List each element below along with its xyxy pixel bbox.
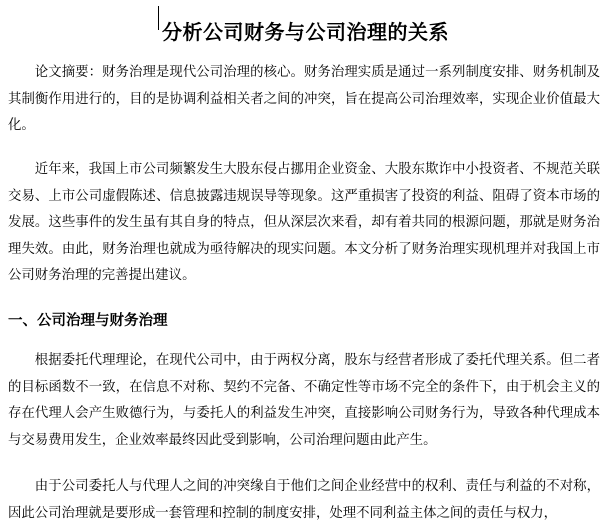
theory-paragraph: 根据委托代理理论，在现代公司中，由于两权分离，股东与经营者形成了委托代理关系。但二者的目标函数不一致，在信息不对称、契约不完备、不确定性等市场不完全的条件下，由于机会主义的存在代理人会产生败德行为，与委托人的利益发生冲突，直接影响公司财务行为，导致各种代理成本与交易费用发生，企业效率最终因此受到影响，公司治理问题由此产生。: [8, 353, 600, 448]
document-title: 分析公司财务与公司治理的关系: [162, 20, 449, 45]
intro-paragraph: 近年来，我国上市公司频繁发生大股东侵占挪用企业资金、大股东欺诈中小投资者、不规范关联交易、上市公司虚假陈述、信息披露违规误导等现象。这严重损害了投资的利益、阻碍了资本市场的发展。这些事件的发生虽有其自身的特点，但从深层次来看，却有着共同的根源问题，那就是财务治理失效。由此，财务治理也就成为亟待解决的现实问题。本文分析了财务治理实现机理并对我国上市公司财务治理的完善提出建议。: [8, 162, 600, 283]
section-heading: 一、公司治理与财务治理: [8, 313, 168, 329]
abstract-paragraph: 论文摘要：财务治理是现代公司治理的核心。财务治理实质是通过一系列制度安排、财务机制及其制衡作用进行的，目的是协调利益相关者之间的冲突，旨在提高公司治理效率，实现企业价值最大化。: [8, 65, 600, 133]
text-cursor: [158, 6, 159, 30]
conflict-paragraph: 由于公司委托人与代理人之间的冲突缘自于他们之间企业经营中的权利、责任与利益的不对称，因此公司治理就是要形成一套管理和控制的制度安排，处理不同利益主体之间的责任与权力，: [8, 479, 600, 521]
